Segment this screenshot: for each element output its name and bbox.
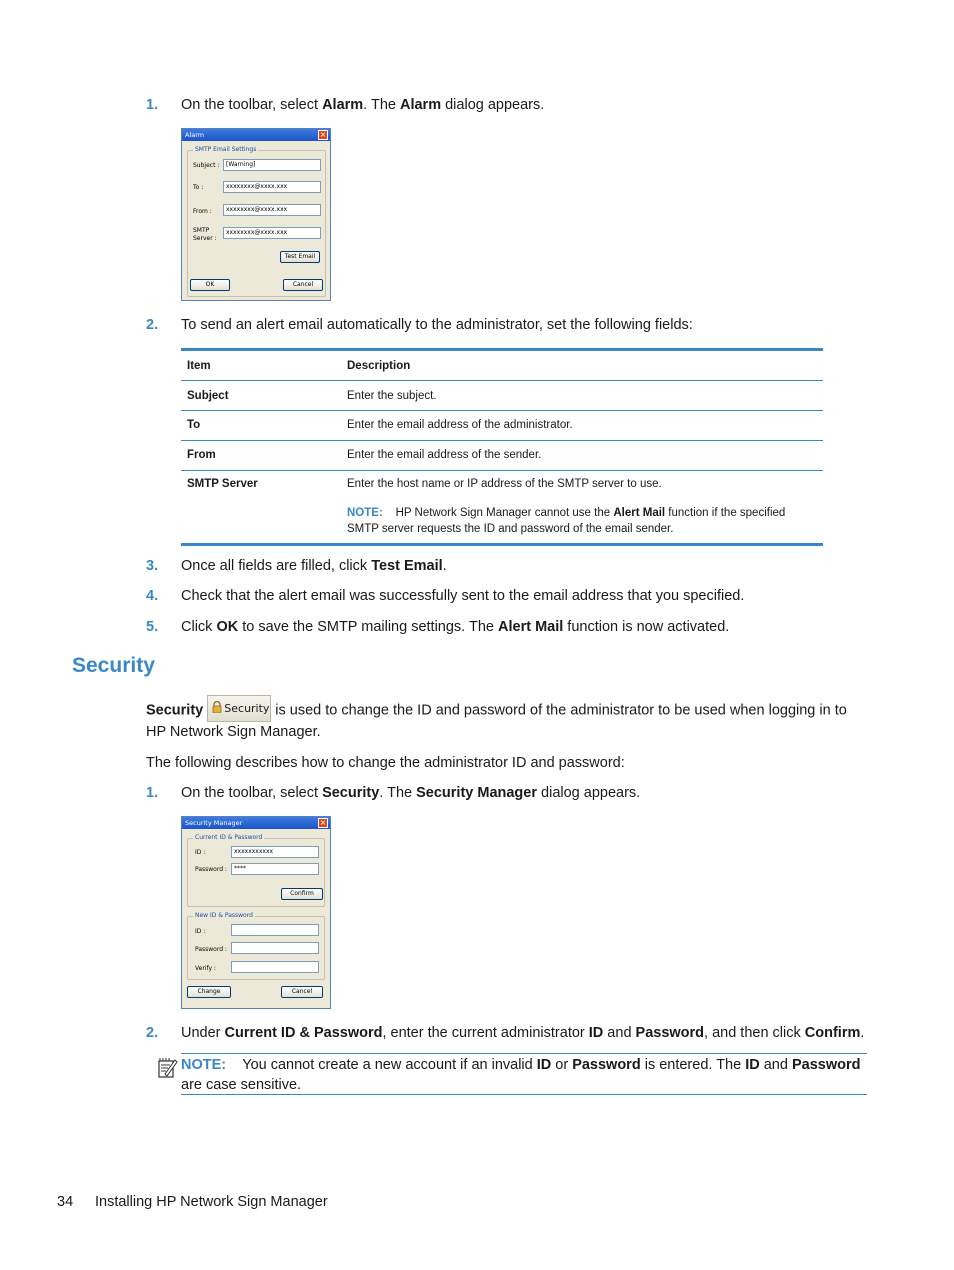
new-password-label: Password : — [195, 946, 227, 953]
cancel-button[interactable]: Cancel — [283, 279, 323, 291]
step-number: 1. — [146, 97, 159, 113]
alarm-dialog — [181, 128, 331, 301]
step-text: To send an alert email automatically to the administrator, set the following fields: — [181, 317, 693, 333]
row-description: Enter the subject. — [347, 390, 437, 402]
table-row — [181, 471, 823, 543]
from-input[interactable]: xxxxxxxx@xxxx.xxx — [223, 204, 321, 216]
lock-icon — [212, 701, 222, 713]
from-label: From : — [193, 208, 212, 215]
row-item: To — [187, 419, 201, 431]
row-description: Enter the email address of the sender. — [347, 449, 542, 461]
step-text: Click OK to save the SMTP mailing settings. The Alert Mail function is now activated. — [181, 619, 730, 635]
security-describes: The following describes how to change the administrator ID and password: — [146, 755, 625, 771]
step-number: 4. — [146, 588, 159, 604]
smtp-label-line1: SMTP — [193, 227, 210, 234]
smtp-label-line2: Server : — [193, 235, 217, 242]
to-label: To : — [193, 184, 204, 191]
ok-button[interactable]: OK — [190, 279, 230, 291]
cancel-button[interactable]: Cancel — [281, 986, 323, 998]
table-row — [181, 381, 823, 411]
note-label: NOTE: — [347, 507, 383, 519]
step-text: On the toolbar, select Security. The Security Manager dialog appears. — [181, 785, 641, 801]
security-intro-line2: HP Network Sign Manager. — [146, 724, 321, 740]
confirm-button[interactable]: Confirm — [281, 888, 323, 900]
security-manager-dialog — [181, 816, 331, 1009]
step-text: Check that the alert email was successfully sent to the email address that you specified. — [181, 588, 745, 604]
footer-title: Installing HP Network Sign Manager — [95, 1194, 328, 1210]
row-description: Enter the host name or IP address of the SMTP server to use. — [347, 478, 662, 490]
subject-input[interactable]: [Warning] — [223, 159, 321, 171]
id-label: ID : — [195, 849, 206, 856]
to-input[interactable]: xxxxxxxx@xxxx.xxx — [223, 181, 321, 193]
dialog-title: Alarm — [185, 131, 205, 139]
security-intro: Security Security is used to change the ID and password of the administrator to be used when logging in to — [146, 697, 847, 724]
group-label: New ID & Password — [195, 912, 253, 919]
step-number: 5. — [146, 619, 159, 635]
step-number: 2. — [146, 1025, 159, 1041]
step-number: 1. — [146, 785, 159, 801]
table-row — [181, 411, 823, 441]
note-top-rule — [181, 1053, 867, 1054]
group-label: Current ID & Password — [195, 834, 263, 841]
password-label: Password : — [195, 866, 227, 873]
new-id-label: ID : — [195, 928, 206, 935]
close-icon[interactable]: × — [319, 818, 327, 827]
step-text: Under Current ID & Password, enter the current administrator ID and Password, and then click Confirm. — [181, 1025, 865, 1041]
dialog-title: Security Manager — [185, 819, 243, 827]
new-password-input[interactable] — [231, 942, 319, 954]
smtp-settings-group — [187, 146, 326, 297]
current-password-input[interactable]: **** — [231, 863, 319, 875]
row-description: Enter the email address of the administrator. — [347, 419, 573, 431]
row-item: From — [187, 449, 216, 461]
row-item: SMTP Server — [187, 478, 258, 490]
change-button[interactable]: Change — [187, 986, 231, 998]
verify-input[interactable] — [231, 961, 319, 973]
table-header-row — [181, 351, 823, 381]
row-item: Subject — [187, 390, 229, 402]
verify-label: Verify : — [195, 965, 216, 972]
current-id-input[interactable]: xxxxxxxxxxx — [231, 846, 319, 858]
subject-label: Subject : — [193, 162, 220, 169]
step-text: On the toolbar, select Alarm. The Alarm dialog appears. — [181, 97, 545, 113]
page-number: 34 — [57, 1194, 74, 1210]
table-row — [181, 441, 823, 471]
step-text: Once all fields are filled, click Test Email. — [181, 558, 447, 574]
dialog-title-bar — [182, 129, 330, 141]
group-label: SMTP Email Settings — [195, 146, 257, 153]
new-id-input[interactable] — [231, 924, 319, 936]
close-icon[interactable]: × — [319, 130, 327, 139]
note-label: NOTE: — [181, 1057, 227, 1073]
smtp-server-input[interactable]: xxxxxxxx@xxxx.xxx — [223, 227, 321, 239]
table-note: NOTE: HP Network Sign Manager cannot use the Alert Mail function if the specified SMTP server requests the ID and password of the email sender. — [347, 507, 786, 535]
fields-table — [181, 348, 823, 546]
note-icon — [157, 1057, 179, 1079]
security-toolbar-button: Security — [207, 695, 271, 722]
step-number: 2. — [146, 317, 159, 333]
section-heading-security: Security — [72, 654, 155, 677]
dialog-title-bar — [182, 817, 330, 829]
step-number: 3. — [146, 558, 159, 574]
note-text: NOTE: You cannot create a new account if an invalid ID or Password is entered. The ID and Password are case sensitive. — [181, 1057, 861, 1093]
note-bottom-rule — [181, 1094, 867, 1095]
test-email-button[interactable]: Test Email — [280, 251, 320, 263]
header-description: Description — [347, 360, 411, 372]
header-item: Item — [187, 360, 211, 372]
